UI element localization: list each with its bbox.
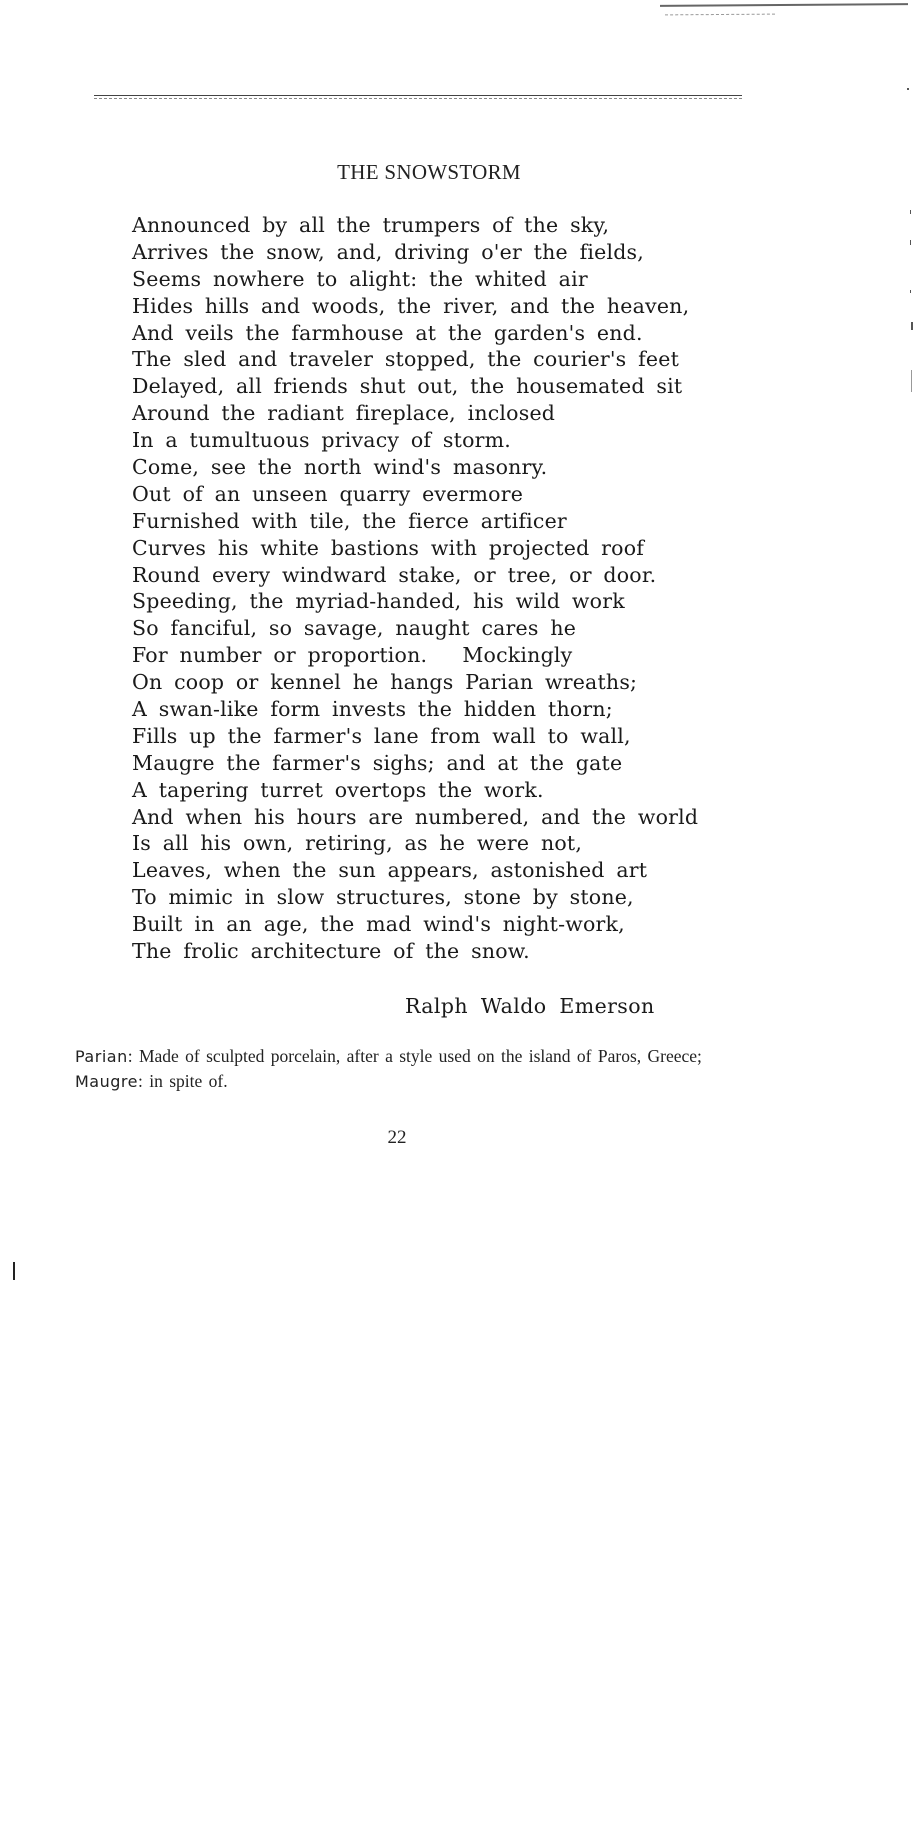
poem-line: Come, see the north wind's masonry.	[132, 455, 548, 480]
footnote-term: Parian	[75, 1047, 128, 1066]
poem-line: Hides hills and woods, the river, and the heaven,	[132, 293, 690, 318]
poem-line: Out of an unseen quarry evermore	[132, 481, 524, 506]
poem-line: Is all his own, retiring, as he were not,	[132, 831, 583, 856]
poem-line: In a tumultuous privacy of storm.	[132, 428, 511, 453]
poem-line: Furnished with tile, the fierce artificer	[132, 508, 567, 533]
scan-artifact-mark	[13, 1262, 15, 1280]
footnote	[75, 1044, 775, 1094]
poem-line: The frolic architecture of the snow.	[132, 939, 530, 964]
poem-line: Leaves, when the sun appears, astonished art	[132, 858, 648, 883]
scan-artifact-mark	[910, 210, 911, 214]
poem-line: Seems nowhere to alight: the whited air	[132, 266, 588, 291]
poem-line: Arrives the snow, and, driving o'er the fields,	[132, 239, 644, 264]
poem-line: Announced by all the trumpers of the sky,	[132, 213, 610, 237]
poem-line: Fills up the farmer's lane from wall to wall,	[132, 723, 631, 748]
footnote-term: Maugre	[75, 1072, 138, 1091]
poem-line: Curves his white bastions with projected roof	[132, 535, 645, 560]
header-rule	[94, 95, 742, 96]
poem-line: Delayed, all friends shut out, the housemated sit	[132, 374, 683, 399]
footnote-definition: : Made of sculpted porcelain, after a style used on the island of Paros, Greece;	[127, 1046, 715, 1066]
scan-artifact-mark	[911, 322, 913, 330]
poem-line: A tapering turret overtops the work.	[132, 777, 544, 802]
poem-line: So fanciful, so savage, naught cares he	[132, 616, 577, 641]
poem-line: To mimic in slow structures, stone by stone,	[132, 885, 634, 910]
page-number: 22	[387, 1127, 407, 1148]
poem-body	[132, 212, 772, 965]
poem-line: For number or proportion. Mockingly	[132, 643, 573, 668]
poem-line: And veils the farmhouse at the garden's end.	[132, 320, 643, 345]
scan-artifact-mark	[911, 370, 912, 392]
poem-line: And when his hours are numbered, and the world	[132, 804, 699, 829]
scan-artifact-mark	[907, 88, 909, 90]
scan-artifact-rule	[665, 14, 775, 16]
header-rule	[94, 98, 742, 99]
poem-author: Ralph Waldo Emerson	[405, 994, 655, 1018]
poem-line: Speeding, the myriad-handed, his wild work	[132, 589, 625, 614]
scan-artifact-mark	[910, 240, 911, 245]
poem-line: Built in an age, the mad wind's night-work,	[132, 912, 625, 937]
poem-line: Around the radiant fireplace, inclosed	[132, 401, 556, 426]
poem-line: A swan-like form invests the hidden thorn;	[132, 697, 613, 722]
footnote-definition: : in spite of.	[137, 1071, 228, 1091]
poem-line: Round every windward stake, or tree, or door.	[132, 562, 657, 587]
poem-line: On coop or kennel he hangs Parian wreaths;	[132, 670, 638, 695]
scan-artifact-rule	[660, 3, 908, 7]
poem-title: THE SNOWSTORM	[337, 160, 521, 184]
poem-line: Maugre the farmer's sighs; and at the gate	[132, 750, 623, 775]
scan-artifact-mark	[910, 290, 911, 293]
poem-line: The sled and traveler stopped, the courier's feet	[132, 347, 680, 372]
